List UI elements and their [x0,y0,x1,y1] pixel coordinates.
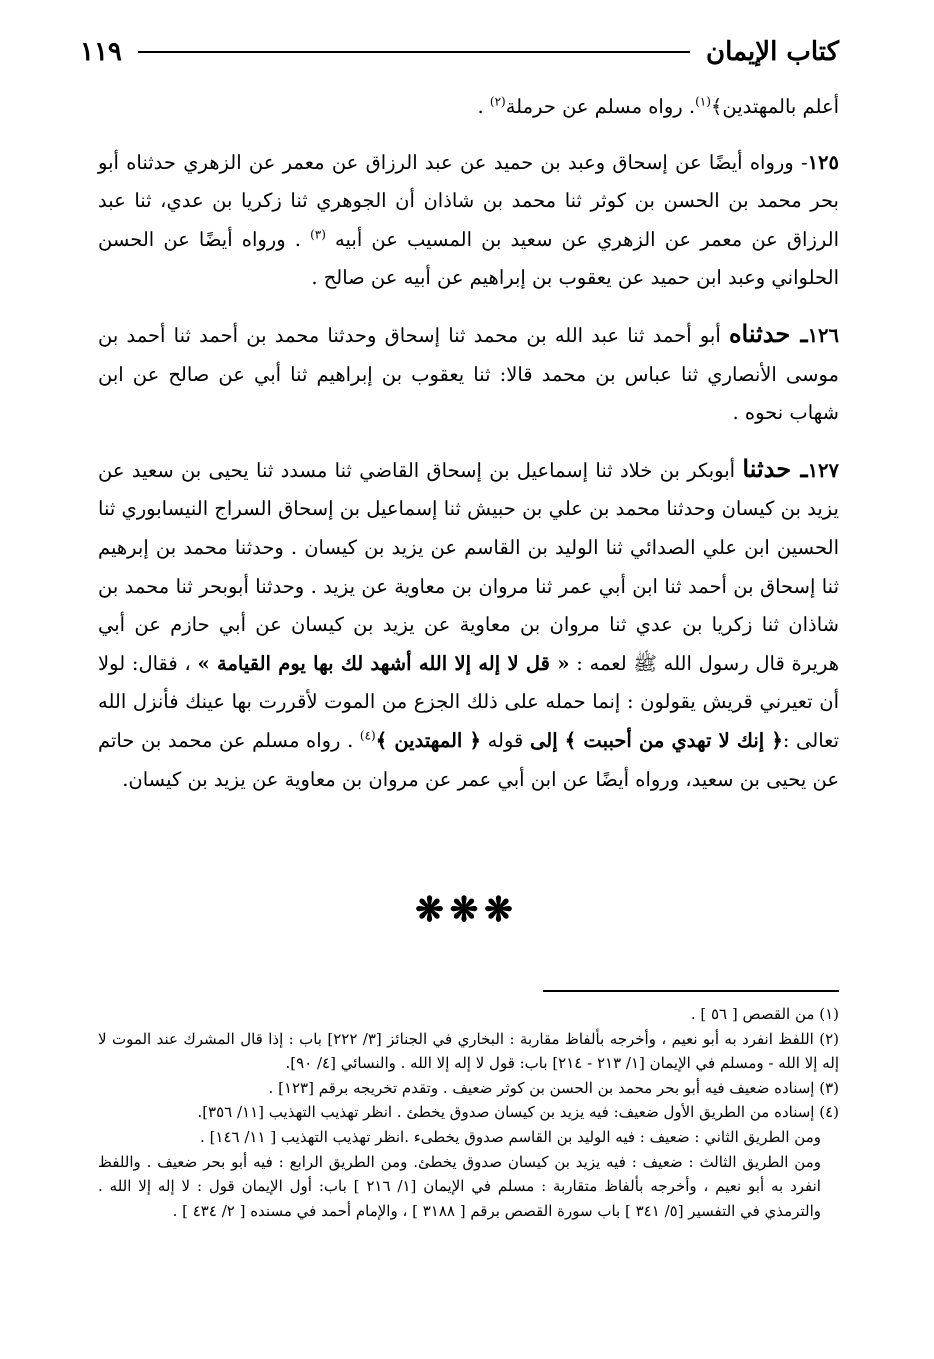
quoted-text: ﴿ المهتدين ﴾ [375,728,481,752]
body-text: قوله [480,728,530,752]
footnote-ref: (٣) [310,227,326,242]
paragraph-p125 [98,144,839,298]
hadith-number: ١٢٥ [807,150,839,174]
footnote-ref: (٢) [489,94,506,109]
body-text: - ورواه أيضًا عن إسحاق وعبد بن حميد عن عبد الرزاق عن معمر عن الزهري حدثناه أبو بحر محمد بن الحسن بن كوثر ثنا محمد بن شاذان أن الجوهري ثنا زكريا بن عدي، ثنا عبد الرزاق عن معمر عن الزهري عن سعيد بن المسيب عن أبيه [98,150,840,251]
main-text [98,88,839,816]
body-text: أبوبكر بن خلاد ثنا إسماعيل بن إسحاق القاضي ثنا مسدد ثنا يحيى بن سعيد عن يزيد بن كيسان وحدثنا محمد بن علي بن حبيش ثنا إسماعيل بن إسحاق السراج النيسابوري ثنا الحسين ابن علي الصدائي ثنا الوليد بن القاسم عن يزيد بن كيسان . وحدثنا محمد بن إبرهيم ثنا إسحاق بن أحمد ثنا ابن أبي عمر ثنا مروان بن معاوية عن يزيد . وحدثنا أبوبحر ثنا محمد بن شاذان ثنا زكريا بن عدي ثنا مروان بن معاوية عن يزيد بن كيسان عن أبي حازم عن أبي هريرة قال رسول الله ﷺ لعمه : [98,458,839,675]
footnote-f2: (٢) اللفظ انفرد به أبو نعيم ، وأخرجه بألفاظ مقاربة : البخاري في الجنائز [٣/ ٢٢٢] باب : إذا قال المشرك عند الموت لا إله إلا الله - ومسلم في الإيمان [١/ ٢١٣ - ٢١٤] باب: قول لا إله إلا الله . والنسائي [٤/ ٩٠]. [98,1029,839,1073]
body-text: أبو أحمد ثنا عبد الله بن محمد ثنا إسحاق وحدثنا محمد بن أحمد ثنا أحمد بن موسى الأنصاري ثنا عباس بن محمد قالا: ثنا يعقوب بن إبراهيم ثنا أبي عن صالح عن ابن شهاب نحوه . [98,323,839,425]
body-text: ، فقال: لولا أن تعيرني قريش يقولون : إنما حمله على ذلك الجزع من الموت لأقررت بها عينك فأنزل الله تعالى : [98,651,839,752]
quoted-text: « قل لا إله إلا الله أشهد لك بها يوم القيامة » [197,651,570,675]
quoted-text: ﴿ إنك لا تهدي من أحببت ﴾ إلى [530,728,783,752]
hadith-keyword: ـ حدثناه [728,318,808,348]
footnote-f4: (٤) إسناده من الطريق الأول ضعيف: فيه يزيد بن كيسان صدوق يخطئ . انظر تهذيب التهذيب [١١/ ٣٥٦]. [197,1103,839,1122]
page-number: ١١٩ [80,37,122,67]
book-title: كتاب الإيمان [705,37,839,67]
body-text: . رواه مسلم عن محمد بن حاتم عن يحيى بن سعيد، ورواه أيضًا عن ابن أبي عمر عن مروان بن معاوية عن يزيد بن كيسان. [98,728,839,791]
hadith-number: ١٢٦ [807,323,839,347]
footnote-f1: (١) من القصص [ ٥٦ ] . [690,1005,839,1023]
paragraph-p127 [98,450,839,799]
footnote-f4b: ومن الطريق الثاني : ضعيف : فيه الوليد بن القاسم صدوق يخطىء .انظر تهذيب التهذيب [ ١١/ ١٤٦] . [200,1127,821,1146]
body-text: . رواه مسلم عن حرملة [505,95,696,118]
paragraph-p0 [98,88,839,127]
footnote-ref: (١) [695,94,711,109]
footnote-f3: (٣) إسناده ضعيف فيه أبو بحر محمد بن الحسن بن كوثر ضعيف . وتقدم تخريجه برقم [١٢٣] . [268,1078,839,1097]
footnote-ref: (٤) [359,728,376,743]
body-text: أعلم بالمهتدين﴾ [710,95,839,118]
header-rule [138,51,690,53]
footnotes [98,1002,839,1223]
footnote-f4c: ومن الطريق الثالث : ضعيف : فيه يزيد بن كيسان صدوق يخطئ. ومن الطريق الرابع : فيه أبو بحر ضعيف . واللفظ انفرد به أبو نعيم ، وأخرجه بألفاظ متقاربة : مسلم في الإيمان [١/ ٢١٦ ] باب: أول الإيمان قول : لا إله إلا الله . والترمذي في التفسير [٥/ ٣٤١ ] باب سورة القصص برقم [ ٣١٨٨ ] ، والإمام أحمد في مسنده [ ٢/ ٤٣٤ ] . [98,1152,821,1220]
body-text: . ورواه أيضًا عن الحسن الحلواني وعبد ابن حميد عن يعقوب بن إبراهيم عن أبيه عن صالح . [98,227,839,290]
section-separator: ❋❋❋ [415,890,519,930]
footnote-rule [543,990,839,992]
hadith-number: ١٢٧ [807,458,839,482]
hadith-keyword: ـ حدثنا [742,453,808,483]
paragraph-p126 [98,315,839,433]
body-text: . [477,95,490,118]
page-header [80,32,839,72]
